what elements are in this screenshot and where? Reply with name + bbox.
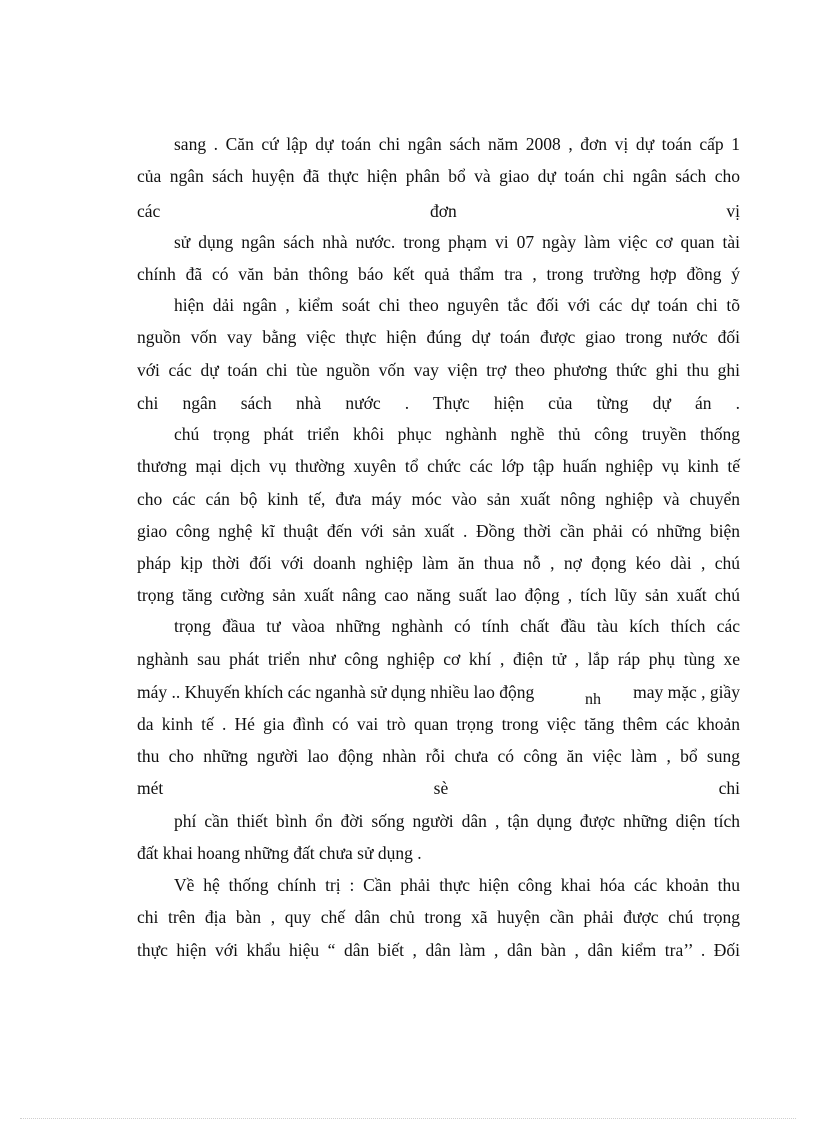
text-line: với các dự toán chi tùe nguồn vốn vay viện trợ theo phương thức ghi thu ghi	[137, 360, 740, 380]
text-fragment: nh	[585, 691, 601, 708]
word: vị	[726, 201, 740, 221]
spread-line	[137, 195, 740, 227]
text-line: của ngân sách huyện đã thực hiện phân bổ và giao dự toán chi ngân sách cho	[137, 166, 740, 186]
text-line: phí cần thiết bình ổn đời sống người dân , tận dụng được những diện tích	[174, 811, 740, 831]
text-line: thu cho những người lao động nhàn rỗi chưa có công ăn việc làm , bổ sung	[137, 746, 740, 766]
text-line: sử dụng ngân sách nhà nước. trong phạm vi 07 ngày làm việc cơ quan tài	[174, 232, 740, 252]
word: đơn	[429, 201, 457, 221]
text-line: giao công nghệ kĩ thuật đến với sản xuất . Đồng thời cần phải có những biện	[137, 521, 740, 541]
text-line: Về hệ thống chính trị : Cần phải thực hiện công khai hóa các khoản thu	[174, 875, 740, 895]
word: các	[137, 201, 161, 221]
text-line: trọng đầua tư vàoa những nghành có tính chất đầu tàu kích thích các	[174, 616, 740, 636]
text-line: chính đã có văn bản thông báo kết quả thẩm tra , trong trường hợp đồng ý	[137, 264, 740, 284]
text-line: da kinh tế . Hé gia đình có vai trò quan trọng trong việc tăng thêm các khoản	[137, 714, 740, 734]
spread-line	[137, 772, 740, 804]
text-line-with-fragment	[137, 676, 740, 708]
text-line: chi ngân sách nhà nước . Thực hiện của từng dự án .	[137, 393, 740, 413]
text-line: thực hiện với khẩu hiệu “ dân biết , dân làm , dân bàn , dân kiểm tra’’ . Đối	[137, 940, 740, 960]
word: sè	[433, 778, 449, 798]
page-bottom-rule	[20, 1118, 796, 1119]
text-line: trọng tăng cường sản xuất nâng cao năng suất lao động , tích lũy sản xuất chú	[137, 585, 740, 605]
text-line: nghành sau phát triển như công nghiệp cơ khí , điện tử , lắp ráp phụ tùng xe	[137, 649, 740, 669]
text-line: pháp kịp thời đối với doanh nghiệp làm ăn thua nỗ , nợ đọng kéo dài , chú	[137, 553, 740, 573]
text-run: máy .. Khuyến khích các nganhà sử dụng nhiều lao động	[137, 682, 535, 702]
text-line: nguồn vốn vay bằng việc thực hiện đúng dự toán được giao trong nước đối	[137, 327, 740, 347]
word: mét	[137, 778, 164, 798]
text-line: thương mại dịch vụ thường xuyên tổ chức các lớp tập huấn nghiệp vụ kinh tế	[137, 456, 740, 476]
text-line: cho các cán bộ kinh tế, đưa máy móc vào sản xuất nông nghiệp và chuyển	[137, 489, 740, 509]
text-line: chú trọng phát triển khôi phục nghành nghề thủ công truyền thống	[174, 424, 740, 444]
text-line: sang . Căn cứ lập dự toán chi ngân sách năm 2008 , đơn vị dự toán cấp 1	[174, 134, 740, 154]
text-run: may mặc , giầy	[633, 682, 740, 702]
text-line: hiện dải ngân , kiểm soát chi theo nguyên tắc đối với các dự toán chi tõ	[174, 295, 740, 315]
text-line: đất khai hoang những đất chưa sử dụng .	[137, 843, 422, 863]
text-line: chi trên địa bàn , quy chế dân chủ trong xã huyện cần phải được chú trọng	[137, 907, 740, 927]
word: chi	[718, 778, 740, 798]
